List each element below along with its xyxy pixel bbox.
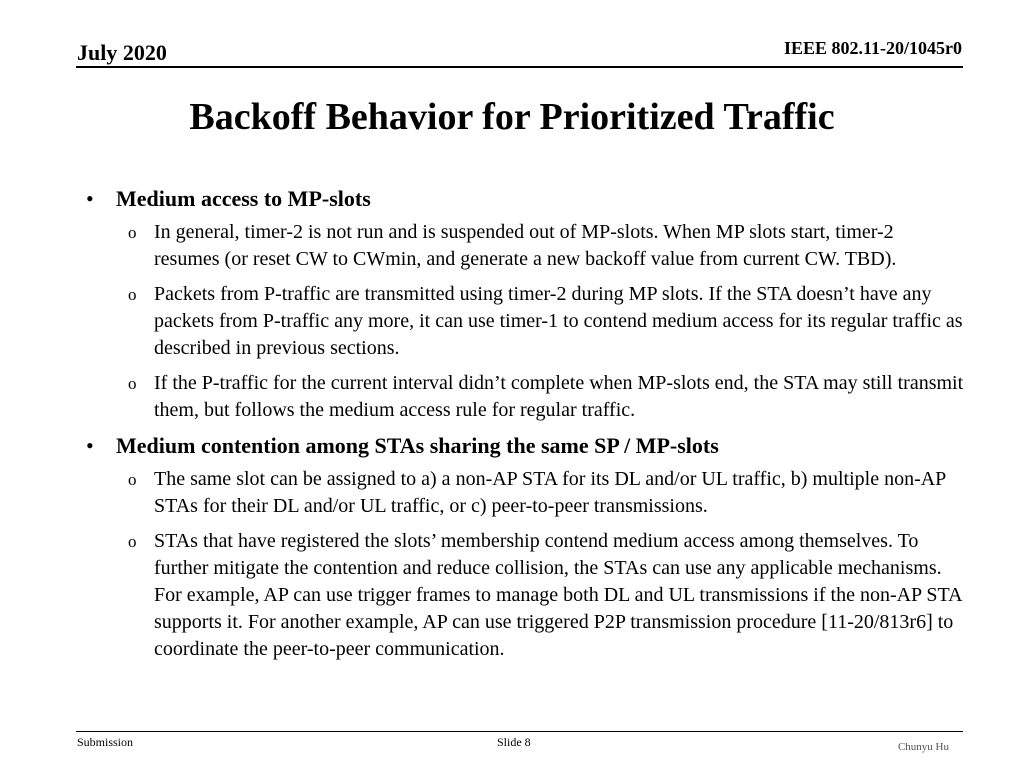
- list-item: [0, 219, 1024, 273]
- sub-bullet-mark: o: [128, 223, 137, 242]
- list-item-text: Packets from P-traffic are transmitted using timer-2 during MP slots. If the STA doesn’t have any packets from P-traffic any more, it can use timer-1 to contend medium access for its regular traffic as described in previous sections.: [154, 283, 963, 359]
- footer-divider: [76, 731, 963, 732]
- list-item: [0, 466, 1024, 520]
- list-item-text: STAs that have registered the slots’ membership contend medium access among themselves. To further mitigate the contention and reduce collision, the STAs can use any applicable mechanisms. For example, AP can use trigger frames to manage both DL and UL transmissions if the non-AP STA supports it. For another example, AP can use triggered P2P transmission procedure [11-20/813r6] to coordinate the peer-to-peer communication.: [154, 530, 962, 660]
- section-heading-medium-access: [0, 185, 1024, 213]
- section-heading-medium-contention: [0, 432, 1024, 460]
- bullet-dot: •: [86, 433, 94, 458]
- slide-date: July 2020: [77, 40, 167, 65]
- list-item: [0, 370, 1024, 424]
- list-item-text: In general, timer-2 is not run and is suspended out of MP-slots. When MP slots start, timer-2 resumes (or reset CW to CWmin, and generate a new backoff value from current CW. TBD).: [154, 221, 897, 270]
- list-item-text: The same slot can be assigned to a) a non-AP STA for its DL and/or UL traffic, b) multiple non-AP STAs for their DL and/or UL traffic, or c) peer-to-peer transmissions.: [154, 468, 946, 517]
- slide-title: Backoff Behavior for Prioritized Traffic: [189, 96, 835, 138]
- list-item: [0, 528, 1024, 663]
- document-id: IEEE 802.11-20/1045r0: [783, 38, 962, 58]
- bullet-dot: •: [86, 186, 94, 211]
- list-item-text: If the P-traffic for the current interval didn’t complete when MP-slots end, the STA may still transmit them, but follows the medium access rule for regular traffic.: [154, 372, 964, 421]
- sub-bullet-mark: o: [128, 285, 137, 304]
- footer-submission: Submission: [77, 735, 134, 749]
- slide-body: [0, 185, 1024, 671]
- header-divider: [76, 66, 963, 68]
- section-heading-text: Medium access to MP-slots: [116, 186, 371, 211]
- sub-bullet-mark: o: [128, 374, 137, 393]
- footer-author: Chunyu Hu: [897, 741, 949, 753]
- section-heading-text: Medium contention among STAs sharing the same SP / MP-slots: [116, 433, 719, 458]
- sub-bullet-mark: o: [128, 470, 137, 489]
- slide-number: Slide 8: [497, 735, 531, 749]
- list-item: [0, 281, 1024, 362]
- sub-bullet-mark: o: [128, 532, 137, 551]
